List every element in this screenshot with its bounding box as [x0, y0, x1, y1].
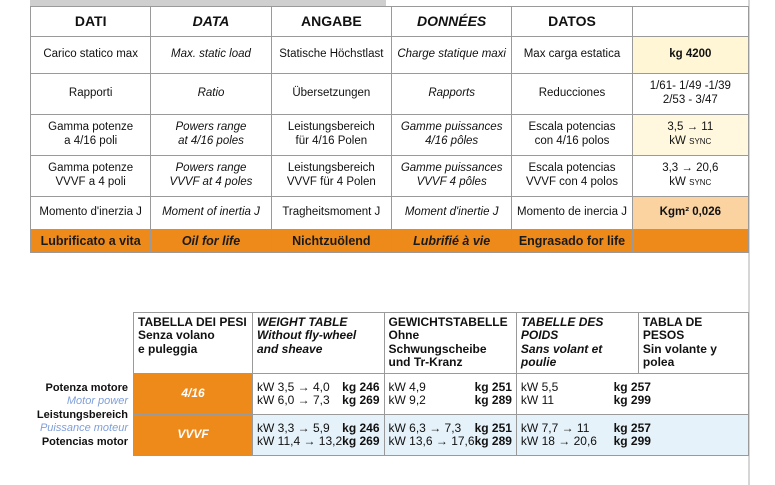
powervvvf-es	[512, 156, 632, 197]
power416-fr	[391, 115, 511, 156]
motor-power-labels	[34, 382, 128, 449]
weight-row-vvvf	[134, 415, 749, 456]
powervvvf-fr-l1: Gamme puissances	[400, 162, 503, 175]
weight-header-it-l3: e puleggia	[138, 341, 198, 356]
weight-row-416	[134, 374, 749, 415]
spec-header-row	[31, 7, 749, 37]
wvvvf-c3-kg2: kg 299	[613, 434, 651, 448]
header-es: DATOS	[512, 7, 632, 37]
weight-header-fr-l1: TABELLE DES POIDS	[520, 315, 604, 343]
static-load-fr: Charge statique maxi	[391, 37, 511, 74]
weight-header-row	[134, 313, 749, 374]
wvvvf-c2-power2: kW 13,6 → 17,6	[388, 434, 475, 448]
weight-header-es	[638, 313, 748, 374]
lubrication-it: Lubrificato a vita	[31, 230, 151, 253]
weight-header-en-l1: WEIGHT TABLE	[257, 315, 348, 329]
ratio-de: Übersetzungen	[271, 74, 391, 115]
static-load-it: Carico statico max	[31, 37, 151, 74]
wvvvf-c3-power1: kW 7,7 → 11	[520, 420, 590, 435]
w416-c2-kg1: kg 251	[474, 379, 512, 394]
wvvvf-c1-power1: kW 3,3 → 5,9	[257, 420, 330, 435]
inertia-es: Momento de inercia J	[512, 197, 632, 230]
power416-en-l2: at 4/16 poles	[178, 135, 244, 147]
w416-c3-power1: kW 5,5	[520, 379, 559, 394]
w416-c2-kg2: kg 289	[474, 393, 512, 407]
inertia-de: Tragheitsmoment J	[271, 197, 391, 230]
w416-c3-kg2: kg 299	[613, 393, 651, 407]
powervvvf-value-unit: kW	[669, 176, 686, 188]
row-lubrication	[31, 230, 749, 253]
weight-header-de-l2: Ohne	[388, 328, 420, 343]
lubrication-value	[632, 230, 748, 253]
power416-en	[151, 115, 271, 156]
w416-c2-power2: kW 9,2	[388, 393, 426, 407]
row-ratio	[31, 74, 749, 115]
powervvvf-en	[151, 156, 271, 197]
lubrication-fr: Lubrifié à vie	[391, 230, 511, 253]
header-value	[632, 7, 748, 37]
power416-de-l2: für 4/16 Polen	[295, 135, 368, 147]
weight-vvvf-col2	[384, 415, 516, 456]
ratio-value	[632, 74, 748, 115]
power416-fr-l1: Gamme puissances	[400, 121, 503, 134]
weight-header-it	[134, 313, 253, 374]
version-vvvf: VVVF	[134, 415, 253, 456]
header-de: ANGABE	[271, 7, 391, 37]
weight-header-de-l3: Schwungscheibe	[388, 341, 487, 356]
w416-c3-kg1: kg 257	[613, 379, 651, 394]
weight-header-it-l2: Senza volano	[138, 328, 215, 343]
powervvvf-value-range: 3,3 → 20,6	[662, 162, 719, 175]
ratio-value-line1: 1/61- 1/49 -1/39	[649, 80, 731, 93]
label-de: Leistungsbereich	[36, 408, 128, 421]
wvvvf-c1-power2: kW 11,4 → 13,2	[257, 434, 343, 448]
ratio-en: Ratio	[151, 74, 271, 115]
weight-416-col3	[516, 374, 748, 415]
weight-header-en-l2: Without fly-wheel	[257, 328, 357, 343]
w416-c2-power1: kW 4,9	[388, 379, 426, 394]
power416-it-l1: Gamma potenze	[48, 121, 134, 134]
ratio-it: Rapporti	[31, 74, 151, 115]
w416-c1-kg1: kg 246	[342, 379, 380, 394]
powervvvf-fr	[391, 156, 511, 197]
powervvvf-de-l1: Leistungsbereich	[287, 162, 375, 175]
weight-header-es-l2: Sin volante y polea	[642, 341, 717, 370]
weight-vvvf-col1	[253, 415, 385, 456]
power416-it-l2: a 4/16 poli	[64, 135, 118, 147]
lubrication-en: Oil for life	[151, 230, 271, 253]
weight-header-fr-l2: Sans volant et poulie	[520, 341, 603, 370]
lubrication-es: Engrasado for life	[512, 230, 632, 253]
header-en: DATA	[151, 7, 271, 37]
wvvvf-c2-kg1: kg 251	[474, 420, 512, 435]
header-it: DATI	[31, 7, 151, 37]
weight-header-en	[253, 313, 385, 374]
weight-header-es-l1: TABLA DE PESOS	[642, 315, 703, 343]
power416-es-l2: con 4/16 polos	[534, 135, 610, 147]
weight-header-de-l1: GEWICHTSTABELLE	[388, 315, 508, 329]
label-it: Potenza motore	[45, 382, 128, 394]
weight-vvvf-col3	[516, 415, 748, 456]
powervvvf-en-l2: VVVF at 4 poles	[169, 176, 253, 188]
row-power-range-vvvf	[31, 156, 749, 197]
row-power-range-416	[31, 115, 749, 156]
inertia-it: Momento d'inerzia J	[31, 197, 151, 230]
static-load-es: Max carga estatica	[512, 37, 632, 74]
power416-value-range: 3,5 → 11	[667, 121, 714, 134]
powervvvf-es-l2: VVVF con 4 polos	[525, 176, 618, 188]
powervvvf-it	[31, 156, 151, 197]
power416-value-unit: kW	[669, 135, 686, 147]
weight-header-de	[384, 313, 516, 374]
specification-table	[30, 6, 749, 253]
weight-header-de-l4: und Tr-Kranz	[388, 355, 463, 370]
w416-c3-power2: kW 11	[520, 393, 555, 407]
weight-header-it-l1: TABELLA DEI PESI	[138, 315, 247, 329]
ratio-fr: Rapports	[391, 74, 511, 115]
lubrication-de: Nichtzuölend	[271, 230, 391, 253]
power416-en-l1: Powers range	[175, 121, 247, 134]
row-static-load	[31, 37, 749, 74]
weight-header-fr	[516, 313, 638, 374]
label-en: Motor power	[66, 395, 128, 408]
w416-c1-power2: kW 6,0 → 7,3	[257, 393, 330, 407]
power416-it	[31, 115, 151, 156]
weight-header-en-l3: and sheave	[257, 341, 323, 356]
inertia-value: Kgm² 0,026	[632, 197, 748, 230]
powervvvf-it-l2: VVVF a 4 poli	[55, 176, 126, 188]
powervvvf-en-l1: Powers range	[175, 162, 247, 175]
power416-value-sync: SYNC	[689, 137, 712, 146]
weight-table	[133, 312, 749, 456]
label-es: Potencias motor	[41, 435, 128, 448]
powervvvf-fr-l2: VVVF 4 pôles	[416, 176, 487, 188]
power416-value	[632, 115, 748, 156]
version-416: 4/16	[134, 374, 253, 415]
header-fr: DONNÉES	[391, 7, 511, 37]
row-inertia	[31, 197, 749, 230]
powervvvf-es-l1: Escala potencias	[528, 162, 616, 175]
wvvvf-c1-kg1: kg 246	[342, 420, 380, 435]
inertia-en: Moment of inertia J	[151, 197, 271, 230]
wvvvf-c2-power1: kW 6,3 → 7,3	[388, 420, 462, 435]
static-load-value: kg 4200	[632, 37, 748, 74]
static-load-de: Statische Höchstlast	[271, 37, 391, 74]
w416-c1-power1: kW 3,5 → 4,0	[257, 379, 330, 394]
ratio-value-line2: 2/53 - 3/47	[662, 94, 718, 106]
weight-416-col2	[384, 374, 516, 415]
powervvvf-it-l1: Gamma potenze	[48, 162, 134, 175]
power416-de	[271, 115, 391, 156]
ratio-es: Reducciones	[512, 74, 632, 115]
power416-es-l1: Escala potencias	[528, 121, 616, 134]
powervvvf-de	[271, 156, 391, 197]
w416-c1-kg2: kg 269	[342, 393, 380, 407]
wvvvf-c2-kg2: kg 289	[474, 434, 512, 448]
weight-416-col1	[253, 374, 385, 415]
power416-es	[512, 115, 632, 156]
power416-fr-l2: 4/16 pôles	[425, 135, 479, 147]
powervvvf-value	[632, 156, 748, 197]
powervvvf-de-l2: VVVF für 4 Polen	[286, 176, 376, 188]
wvvvf-c3-power2: kW 18 → 20,6	[520, 434, 597, 448]
powervvvf-value-sync: SYNC	[689, 178, 712, 187]
inertia-fr: Moment d'inertie J	[391, 197, 511, 230]
wvvvf-c1-kg2: kg 269	[342, 434, 380, 448]
power416-de-l1: Leistungsbereich	[287, 121, 375, 134]
wvvvf-c3-kg1: kg 257	[613, 420, 651, 435]
static-load-en: Max. static load	[151, 37, 271, 74]
label-fr: Puissance moteur	[39, 422, 128, 435]
